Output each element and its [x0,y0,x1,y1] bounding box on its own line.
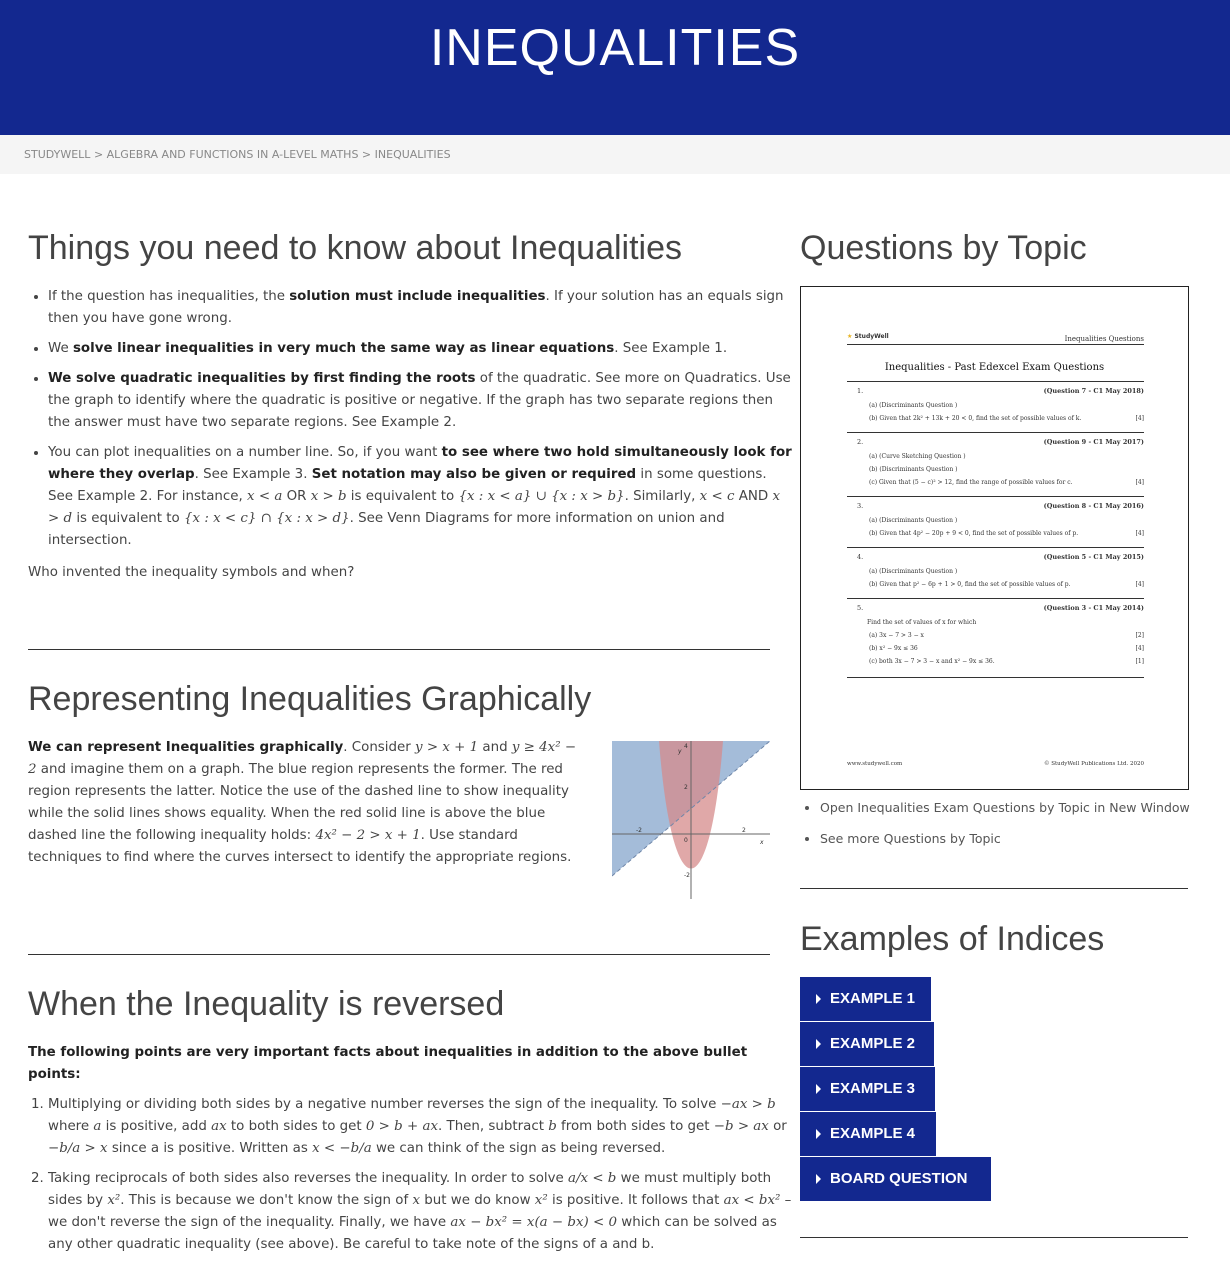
sidebar-title-examples: Examples of Indices [800,920,1105,958]
sidebar-links [804,792,1190,854]
doc-question-part: (b) Given that 4p² − 20p + 9 < 0, find the set of possible values of p. [869,530,1079,537]
list-item: • If the question has inequalities, the solution must include inequalities. If your solution has an equals sign then you have gone wrong. [48,286,792,330]
doc-question-number: 2. [857,438,864,446]
doc-rule [847,344,1144,345]
doc-rule [847,381,1144,382]
doc-rule [847,677,1144,678]
caret-right-icon [816,994,821,1004]
more-questions-link[interactable]: See more Questions by Topic [820,831,1001,846]
tick-label: -2 [684,872,690,879]
section-title-reversed: When the Inequality is reversed [28,985,505,1023]
inventor-question: Who invented the inequality symbols and when? [28,565,355,580]
page-title: INEQUALITIES [429,19,801,77]
divider [800,1237,1188,1238]
doc-rule [847,432,1144,433]
doc-question-number: 3. [857,502,864,510]
list-item: • We solve quadratic inequalities by first finding the roots of the quadratic. See more on Quadratics. Use the graph to identify where the quadratic is positive or negative. If the graph has two separate regions then the answer must have two separate regions. See Example 2. [48,368,792,434]
doc-question-number: 1. [857,387,864,395]
doc-footer-left: www.studywell.com [847,761,903,767]
breadcrumb [0,135,1230,174]
doc-question-marks: [4] [1135,479,1144,486]
section-title-graphically: Representing Inequalities Graphically [28,680,592,718]
doc-question-part: (b) Given that 2k² + 13k + 20 < 0, find the set of possible values of k. [869,415,1082,422]
doc-question-part: (b) (Discriminants Question ) [869,466,958,473]
doc-question-stem: Find the set of values of x for which [867,619,977,626]
list-item: 2. Taking reciprocals of both sides also reverses the inequality. In order to solve a/x < b we must multiply both sides by x². This is because we don't know the sign of x but we do know x² is positive. It follows that ax < bx² – we don't reverse the sign of the inequality. Finally, we have ax − bx² = x(a − bx) < 0 which can be solved as any other quadratic inequality (see above). Be careful to take note of the signs of a and b. [48,1168,792,1256]
reversed-list [28,1094,792,1264]
doc-question-part: (c) Given that (5 − c)² > 12, find the range of possible values for c. [869,479,1073,486]
tick-label: 2 [684,784,688,791]
example-2-button[interactable]: EXAMPLE 2 [800,1022,934,1066]
sidebar-title-questions: Questions by Topic [800,229,1087,267]
breadcrumb-current: INEQUALITIES [374,148,451,161]
know-list [28,286,792,560]
caret-right-icon [816,1129,821,1139]
doc-question-part: (a) (Discriminants Question ) [869,517,958,524]
example-4-button[interactable]: EXAMPLE 4 [800,1112,936,1156]
doc-rule [847,496,1144,497]
open-questions-link[interactable]: Open Inequalities Exam Questions by Topic in New Window [820,800,1190,815]
doc-question-source: (Question 9 - C1 May 2017) [1043,438,1144,446]
section-title-know: Things you need to know about Inequalities [28,229,683,267]
list-item: 1. Multiplying or dividing both sides by a negative number reverses the sign of the inequality. To solve −ax > b where a is positive, add ax to both sides to get 0 > b + ax. Then, subtract b from both sides to get −b > ax or −b/a > x since a is positive. Written as x < −b/a we can think of the sign as being reversed. [48,1094,792,1160]
inequality-graph [612,741,770,899]
caret-right-icon [816,1084,821,1094]
doc-question-part: (a) (Discriminants Question ) [869,568,958,575]
doc-brand: ★ StudyWell [847,333,889,340]
doc-question-marks: [1] [1135,658,1144,665]
breadcrumb-sep: > [93,148,104,161]
divider [28,954,770,955]
list-item [820,792,1190,823]
caret-right-icon [816,1039,821,1049]
doc-question-source: (Question 7 - C1 May 2018) [1043,387,1144,395]
doc-title: Inequalities - Past Edexcel Exam Questions [884,362,1105,373]
doc-question-marks: [4] [1135,530,1144,537]
doc-question-marks: [4] [1135,415,1144,422]
doc-question-number: 4. [857,553,864,561]
tick-label: -2 [636,827,642,834]
tick-label: x [760,839,764,846]
caret-right-icon [816,1174,821,1184]
doc-question-part: (a) 3x − 7 > 3 − x [869,632,924,639]
tick-label: 4 [684,743,688,750]
exam-questions-document[interactable] [800,286,1189,790]
example-1-button[interactable]: EXAMPLE 1 [800,977,931,1021]
divider [28,649,770,650]
doc-rule [847,547,1144,548]
doc-question-number: 5. [857,604,864,612]
doc-question-source: (Question 3 - C1 May 2014) [1043,604,1144,612]
doc-footer-right: © StudyWell Publications Ltd. 2020 [1043,761,1144,767]
tick-label: 2 [742,827,746,834]
doc-question-part: (b) x² − 9x ≤ 36 [869,645,918,652]
list-item: • You can plot inequalities on a number line. So, if you want to see where two hold simultaneously look for where they overlap. See Example 3. Set notation may also be given or required in some questions. See Example 2. For instance, x < a OR x > b is equivalent to {x : x < a} ∪ {x : x > b}. Similarly, x < c AND x > d is equivalent to {x : x < c} ∩ {x : x > d}. See Venn Diagrams for more information on union and intersection. [48,442,792,552]
divider [800,888,1188,889]
doc-question-source: (Question 8 - C1 May 2016) [1043,502,1144,510]
tick-label: 0 [684,837,688,844]
doc-question-part: (b) Given that p² − 6p + 1 > 0, find the set of possible values of p. [869,581,1071,588]
example-3-button[interactable]: EXAMPLE 3 [800,1067,935,1111]
doc-question-part: (a) (Curve Sketching Question ) [869,453,966,460]
doc-header: Inequalities Questions [1064,335,1144,343]
doc-question-marks: [4] [1135,581,1144,588]
list-item: • We solve linear inequalities in very much the same way as linear equations. See Example 1. [48,338,792,360]
tick-label: y [678,748,682,755]
doc-question-part: (c) both 3x − 7 > 3 − x and x² − 9x ≤ 36. [869,658,995,665]
list-item [820,823,1190,854]
board-question-button[interactable]: BOARD QUESTION [800,1157,991,1201]
breadcrumb-link-algebra[interactable]: ALGEBRA AND FUNCTIONS IN A-LEVEL MATHS [106,148,359,161]
doc-question-source: (Question 5 - C1 May 2015) [1043,553,1144,561]
doc-question-marks: [4] [1135,645,1144,652]
reversed-intro: The following points are very important facts about inequalities in addition to the above bullet points: [28,1045,748,1082]
doc-question-marks: [2] [1135,632,1144,639]
doc-question-part: (a) (Discriminants Question ) [869,402,958,409]
breadcrumb-link-studywell[interactable]: STUDYWELL [24,148,91,161]
breadcrumb-sep: > [361,148,372,161]
page-header [0,0,1230,135]
doc-rule [847,598,1144,599]
graphical-paragraph: We can represent Inequalities graphically. Consider y > x + 1 and y ≥ 4x² − 2 and imagine them on a graph. The blue region represents the former. The red region represents the latter. Notice the use of the dashed line to show inequality while the solid lines shows equality. When the red solid line is above the blue dashed line the following inequality holds: 4x² − 2 > x + 1. Use standard techniques to find where the curves intersect to identify the appropriate regions. [28,740,577,865]
